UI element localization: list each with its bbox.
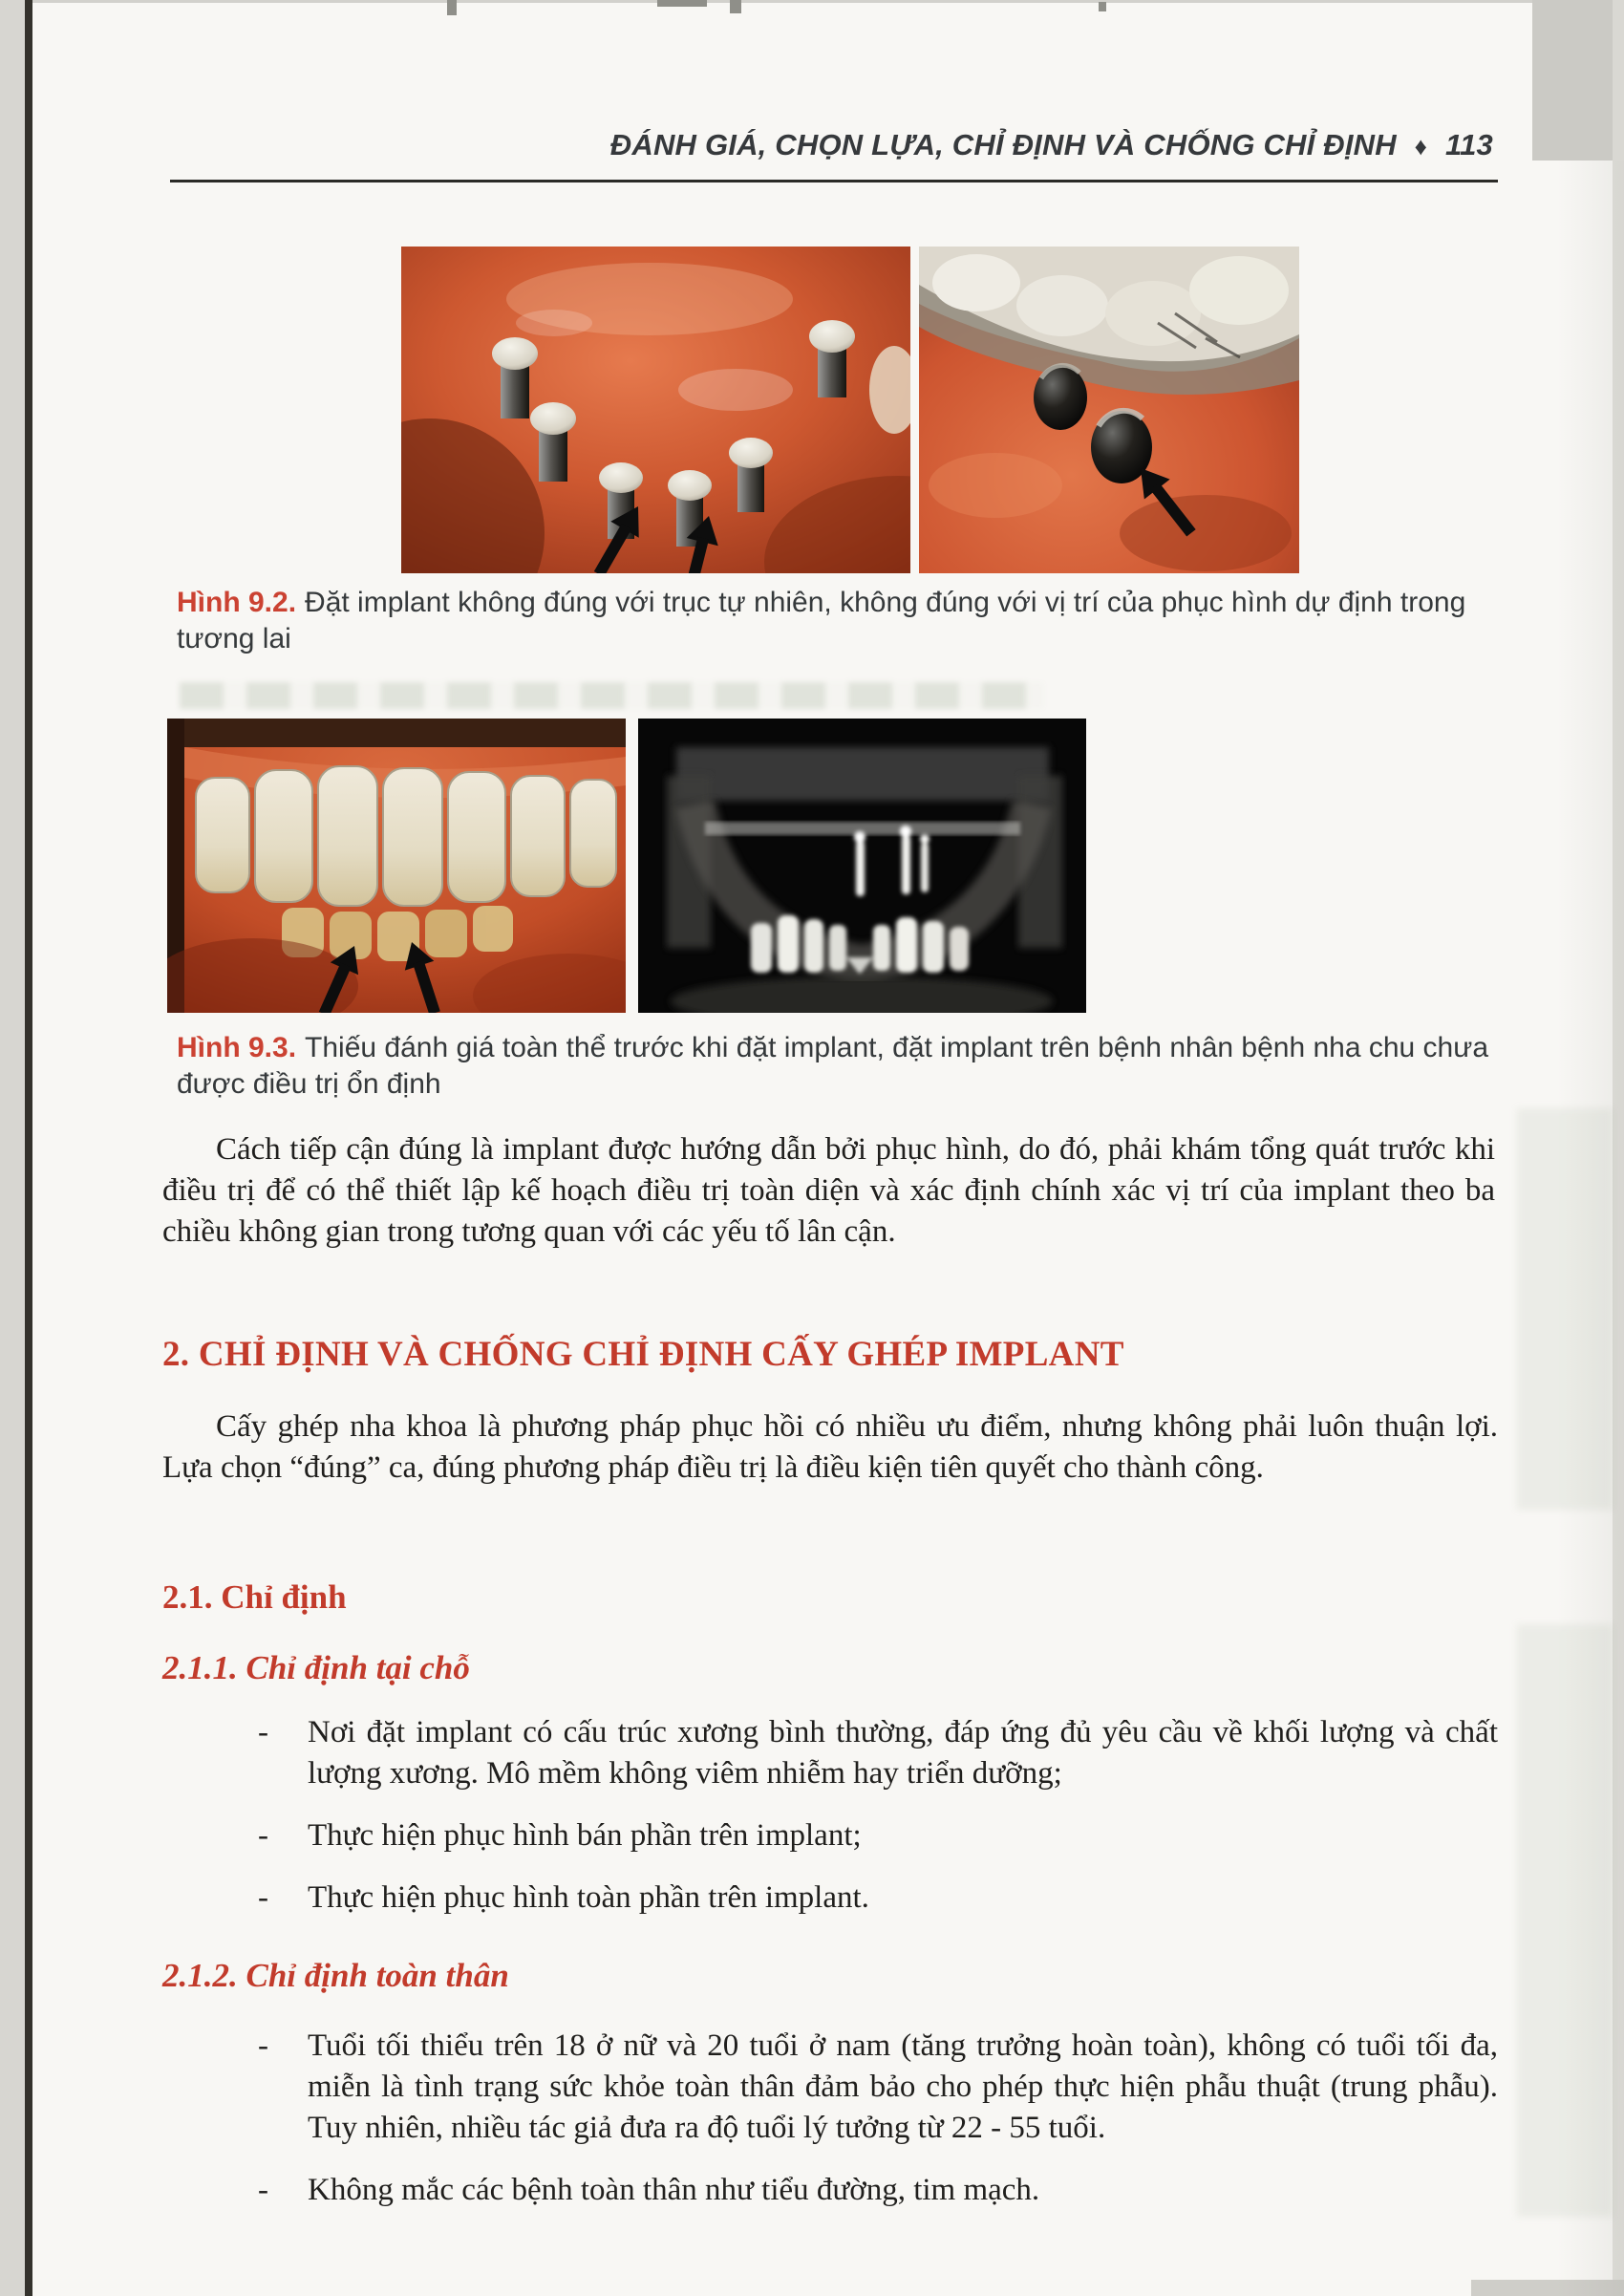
- scan-tick: [1099, 2, 1106, 11]
- figure-9-2-caption: [177, 585, 1505, 657]
- scan-edge-left: [0, 0, 25, 2296]
- bullet-dash: -: [258, 2173, 268, 2207]
- section-2-heading: 2. CHỈ ĐỊNH VÀ CHỐNG CHỈ ĐỊNH CẤY GHÉP IMPLANT: [162, 1335, 1124, 1374]
- scan-edge-top: [32, 0, 1624, 3]
- list-item-text: Tuổi tối thiểu trên 18 ở nữ và 20 tuổi ở nam (tăng trưởng hoàn toàn), không có tuổi tối đa, miễn là tình trạng sức khỏe toàn thân đảm bảo cho phép thực hiện phẫu thuật (trung phẫu). Tuy nhiên, nhiều tác giả đưa ra độ tuổi lý tưởng từ 22 - 55 tuổi.: [308, 2028, 1498, 2145]
- upper-teeth: [196, 766, 616, 906]
- implant-site: [1034, 365, 1087, 430]
- figure-9-2-photo-left: [401, 247, 910, 573]
- figure-9-3-caption: [177, 1030, 1509, 1103]
- ink-bleed-through: [180, 682, 1044, 709]
- figure-9-3-photo-teeth: [167, 719, 626, 1013]
- paragraph-approach: Cách tiếp cận đúng là implant được hướng dẫn bởi phục hình, do đó, phải khám tổng quát trước khi điều trị để có thể thiết lập kế hoạch điều trị toàn diện và xác định chính xác vị trí của implant theo ba chiều không gian trong tương quan với các yếu tố lân cận.: [162, 1132, 1495, 1249]
- page-fold-shadow: [1557, 161, 1624, 2296]
- list-item-text: Không mắc các bệnh toàn thân như tiểu đường, tim mạch.: [308, 2173, 1040, 2207]
- list-item-text: Nơi đặt implant có cấu trúc xương bình thường, đáp ứng đủ yêu cầu về khối lượng và chất lượng xương. Mô mềm không viêm nhiễm hay triển dưỡng;: [308, 1715, 1498, 1791]
- figure-label: Hình 9.2.: [177, 587, 297, 618]
- bullet-dash: -: [258, 1818, 268, 1853]
- bullet-dash: -: [258, 1715, 268, 1749]
- bullet-list-local-indications: [162, 1712, 1498, 1940]
- bullet-dash: -: [258, 2028, 268, 2063]
- figure-9-3-xray-panoramic: [638, 719, 1086, 1013]
- scan-corner-top-right: [1532, 0, 1624, 161]
- list-item: [162, 2026, 1498, 2149]
- section-2-1-2-heading: 2.1.2. Chỉ định toàn thân: [162, 1957, 509, 1994]
- scan-tick: [657, 0, 707, 7]
- diamond-icon: ♦: [1414, 132, 1428, 161]
- paragraph-section-2-intro: Cấy ghép nha khoa là phương pháp phục hồi có nhiều ưu điểm, nhưng không phải luôn thuận lợi. Lựa chọn “đúng” ca, đúng phương pháp điều trị là điều kiện tiên quyết cho thành công.: [162, 1409, 1498, 1485]
- list-item-text: Thực hiện phục hình toàn phần trên implant.: [308, 1880, 869, 1915]
- header-rule: [170, 180, 1498, 182]
- list-item: [162, 2170, 1498, 2211]
- list-item: [162, 1815, 1498, 1856]
- figure-label: Hình 9.3.: [177, 1032, 297, 1063]
- section-2-1-heading: 2.1. Chỉ định: [162, 1578, 347, 1616]
- scan-edge-right: [1613, 0, 1624, 2296]
- figure-caption-text: Đặt implant không đúng với trục tự nhiên, không đúng với vị trí của phục hình dự định trong tương lai: [177, 587, 1466, 654]
- header-title: ĐÁNH GIÁ, CHỌN LỰA, CHỈ ĐỊNH VÀ CHỐNG CHỈ ĐỊNH: [609, 128, 1397, 161]
- figure-9-2-photo-right: [919, 247, 1299, 573]
- scan-tick: [447, 0, 457, 15]
- running-header: [610, 128, 1493, 162]
- figure-caption-text: Thiếu đánh giá toàn thể trước khi đặt implant, đặt implant trên bệnh nhân bệnh nha chu chưa được điều trị ổn định: [177, 1032, 1489, 1100]
- page-number: 113: [1444, 128, 1493, 161]
- section-2-1-1-heading: 2.1.1. Chỉ định tại chỗ: [162, 1649, 470, 1686]
- bullet-dash: -: [258, 1880, 268, 1915]
- list-item-text: Thực hiện phục hình bán phần trên implant;: [308, 1818, 862, 1853]
- ink-bleed-through: [1517, 1624, 1613, 2217]
- scan-edge-left-line: [25, 0, 32, 2296]
- scan-tick: [730, 0, 741, 13]
- list-item: [162, 1712, 1498, 1794]
- scan-corner-bottom-right: [1471, 2280, 1624, 2296]
- list-item: [162, 1878, 1498, 1919]
- ink-bleed-through: [1517, 1108, 1613, 1510]
- bullet-list-systemic-indications: [162, 2026, 1498, 2232]
